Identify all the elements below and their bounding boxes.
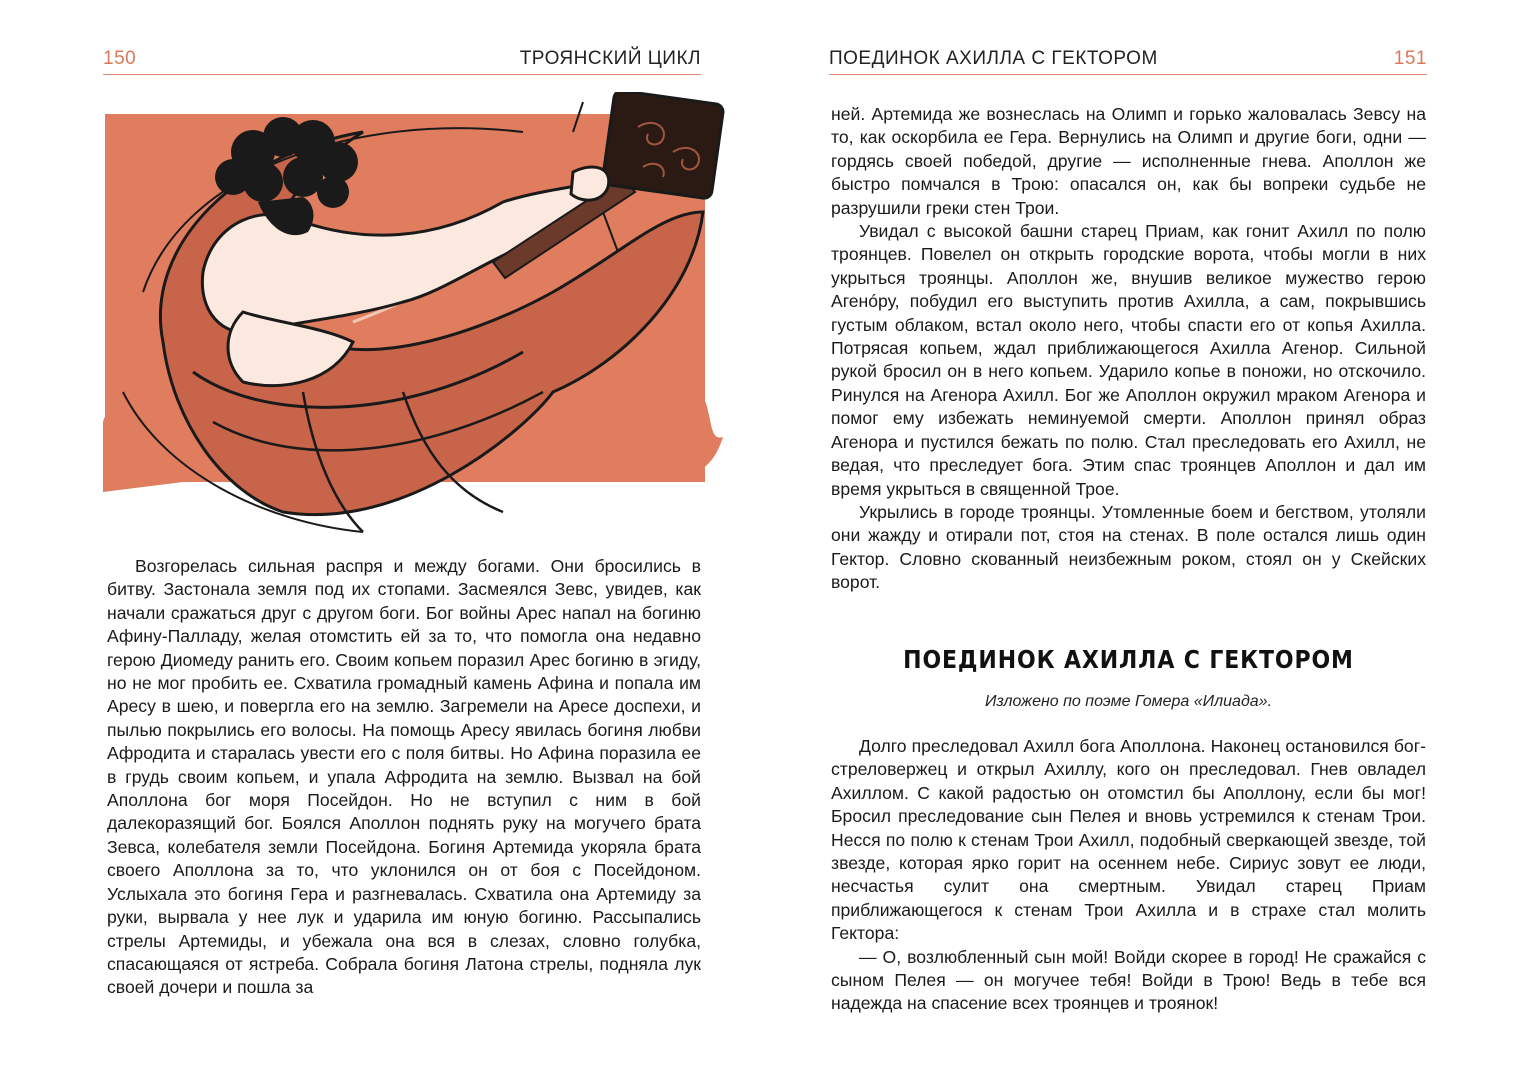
left-running-head bbox=[103, 46, 701, 75]
warrior-fist bbox=[571, 167, 609, 200]
right-running-head bbox=[829, 46, 1427, 75]
warrior-with-hammer-illustration bbox=[103, 92, 733, 542]
paragraph: Укрылись в городе троянцы. Утомленные боем и бегством, утоляли они жажду и отирали пот, стоя на стенах. В поле остался лишь один Гектор. Словно скованный неизбежным роком, стоял он у Скейских ворот. bbox=[831, 501, 1426, 593]
hammer-head bbox=[602, 92, 724, 199]
right-page bbox=[766, 0, 1533, 1080]
left-page bbox=[0, 0, 766, 1080]
left-body-text bbox=[107, 555, 701, 1000]
paragraph: Долго преследовал Ахилл бога Аполлона. Наконец остановился бог-стреловержец и открыл Ахиллу, кого он преследовал. Гнев овладел Ахиллом. С какой радостью он отомстил бы Аполлону, если бы мог! Бросил преследование сын Пелея и вновь устремился к стенам Трои. Несся по полю к стенам Трои Ахилл, подобный сверкающей звезде, той звезде, которая ярко горит на осеннем небе. Сириус зовут ее люди, несчастья сулит она смертным. Увидал старец Приам приближающегося к стенам Трои Ахилла и в страхе стал молить Гектора: bbox=[831, 736, 1426, 944]
chapter-subtitle: Изложено по поэме Гомера «Илиада». bbox=[984, 693, 1273, 710]
running-title: ПОЕДИНОК АХИЛЛА С ГЕКТОРОМ bbox=[829, 48, 1158, 69]
paragraph: Возгорелась сильная распря и между богами. Они бросились в битву. Застонала земля под их стопами. Засмеялся Зевс, увидев, как начали сражаться друг с другом боги. Бог войны Арес напал на богиню Афину-Палладу, желая отомстить ей за то, что помогла она недавно герою Диомеду ранить его. Своим копьем поразил Арес богиню в эгиду, но не мог пробить ее. Схватила громадный камень Афина и попала им Аресу в шею, и повергла его на землю. Загремели на Аресе доспехи, и пылью покрылись его волосы. На помощь Аресу явилась богиня любви Афродита и старалась увести его с поля битвы. Но Афина поразила ее в грудь своим копьем, и упала Афродита на землю. Вызвал на бой Аполлона бог моря Посейдон. Но не вступил с ним в бой далекоразящий бог. Боялся Аполлон поднять руку на могучего брата Зевса, колебателя земли Посейдона. Богиня Артемида укоряла брата своего Аполлона за то, что уклонился он от боя с Посейдоном. Услыхала это богиня Гера и разгневалась. Схватила она Артемиду за руки, вырвала у нее лук и ударила им юную богиню. Рассыпались стрелы Артемиды, и убежала она вся в слезах, словно голубка, спасающаяся от ястреба. Собрала богиня Латона стрелы, подняла лук своей дочери и пошла за bbox=[107, 556, 701, 998]
paragraph: ней. Артемида же вознеслась на Олимп и горько жаловалась Зевсу на то, как оскорбила ее Гера. Вернулись на Олимп и другие боги, одни — гордясь своей победой, другие — исполненные гнева. Аполлон же быстро помчался в Трою: опасался он, как бы вопреки судьбе не разрушили греки стен Трои. bbox=[831, 104, 1426, 218]
paragraph: Увидал с высокой башни старец Приам, как гонит Ахилл по полю троянцев. Повелел он открыть городские ворота, чтобы могли в них укрыться троянцы. Аполлон же, внушив великое мужество герою Агенóру, побудил его выступить против Ахилла, а сам, покрывшись густым облаком, встал около него, чтобы спасти его от копья Ахилла. Потрясая копьем, ждал приближающегося Ахилла Агенор. Сильной рукой бросил он в него копьем. Ударило копье в поножи, но отскочило. Ринулся на Агенора Ахилл. Бог же Аполлон окружил мраком Агенора и помог ему избежать неминуемой смерти. Аполлон принял образ Агенора и пустился бежать по полю. Стал преследовать его Ахилл, не ведая, что преследует бога. Этим спас троянцев Аполлон и дал им время укрыться в священной Трое. bbox=[831, 221, 1426, 499]
paragraph: — О, возлюбленный сын мой! Войди скорее в город! Не сражайся с сыном Пелея — он могучее тебя! Войди в Трою! Ведь в тебе вся надежда на спасение всех троянцев и троянок! bbox=[831, 946, 1426, 1014]
page-number: 150 bbox=[103, 48, 137, 69]
running-title: ТРОЯНСКИЙ ЦИКЛ bbox=[519, 48, 701, 69]
right-body-text-bottom bbox=[831, 735, 1426, 1016]
page-number: 151 bbox=[1393, 48, 1427, 69]
right-body-text-top bbox=[831, 103, 1426, 595]
chapter-title: ПОЕДИНОК АХИЛЛА С ГЕКТОРОМ bbox=[903, 645, 1354, 674]
